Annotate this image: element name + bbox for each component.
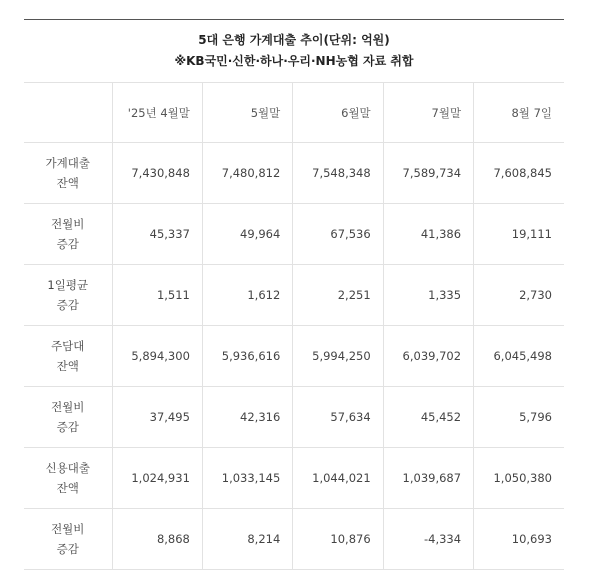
column-header-row: [24, 83, 564, 143]
table-row: [24, 509, 564, 570]
table-cell: 45,337: [112, 204, 202, 265]
table-cell: 7,548,348: [293, 143, 383, 204]
row-label-line: 잔액: [56, 359, 79, 373]
row-label-line: 가계대출: [45, 156, 90, 170]
table-cell: 1,335: [383, 265, 473, 326]
column-header-jul: 7월말: [383, 83, 473, 143]
row-label-line: 증감: [56, 298, 79, 312]
row-label: [24, 204, 112, 265]
row-label: [24, 265, 112, 326]
table-cell: 57,634: [293, 387, 383, 448]
table-row: [24, 143, 564, 204]
table-body: [24, 143, 564, 570]
table-cell: 2,730: [474, 265, 564, 326]
row-label-line: 주담대: [51, 339, 85, 353]
row-label: [24, 387, 112, 448]
column-header-apr: '25년 4월말: [112, 83, 202, 143]
table-cell: 10,693: [474, 509, 564, 570]
table-cell: 1,511: [112, 265, 202, 326]
row-label-line: 신용대출: [45, 461, 90, 475]
table-cell: 1,050,380: [474, 448, 564, 509]
table-cell: 5,894,300: [112, 326, 202, 387]
row-label-line: 1일평균: [47, 278, 89, 292]
table-cell: 8,214: [202, 509, 292, 570]
table-cell: 7,589,734: [383, 143, 473, 204]
table-cell: 7,430,848: [112, 143, 202, 204]
table-row: [24, 448, 564, 509]
row-label-line: 잔액: [56, 481, 79, 495]
row-label-line: 잔액: [56, 176, 79, 190]
table-row: [24, 265, 564, 326]
table-cell: 1,044,021: [293, 448, 383, 509]
column-header-jun: 6월말: [293, 83, 383, 143]
row-label-line: 증감: [56, 237, 79, 251]
table-cell: 10,876: [293, 509, 383, 570]
table-cell: 8,868: [112, 509, 202, 570]
row-label: [24, 509, 112, 570]
column-header-may: 5월말: [202, 83, 292, 143]
table-cell: 5,994,250: [293, 326, 383, 387]
row-label-line: 증감: [56, 420, 79, 434]
table-subtitle: ※KB국민·신한·하나·우리·NH농협 자료 취합: [174, 54, 414, 68]
table-cell: 42,316: [202, 387, 292, 448]
table-cell: 19,111: [474, 204, 564, 265]
table-cell: -4,334: [383, 509, 473, 570]
table-title: 5대 은행 가계대출 추이(단위: 억원): [198, 33, 390, 47]
row-label: [24, 326, 112, 387]
table-cell: 37,495: [112, 387, 202, 448]
corner-cell: [24, 83, 112, 143]
table-cell: 1,033,145: [202, 448, 292, 509]
column-header-aug7: 8월 7일: [474, 83, 564, 143]
table-cell: 45,452: [383, 387, 473, 448]
table-cell: 67,536: [293, 204, 383, 265]
table-cell: 1,024,931: [112, 448, 202, 509]
row-label-line: 전월비: [51, 400, 85, 414]
table-cell: 6,039,702: [383, 326, 473, 387]
table-cell: 5,796: [474, 387, 564, 448]
table-cell: 1,612: [202, 265, 292, 326]
table-cell: 49,964: [202, 204, 292, 265]
table-cell: 7,608,845: [474, 143, 564, 204]
table-row: [24, 387, 564, 448]
table-caption: [24, 20, 564, 83]
row-label: [24, 448, 112, 509]
table-cell: 41,386: [383, 204, 473, 265]
table-cell: 7,480,812: [202, 143, 292, 204]
loan-trend-table: [24, 19, 564, 570]
row-label: [24, 143, 112, 204]
loan-trend-table-container: [24, 19, 564, 570]
table-cell: 2,251: [293, 265, 383, 326]
table-row: [24, 326, 564, 387]
table-cell: 1,039,687: [383, 448, 473, 509]
row-label-line: 전월비: [51, 522, 85, 536]
table-cell: 6,045,498: [474, 326, 564, 387]
row-label-line: 전월비: [51, 217, 85, 231]
table-row: [24, 204, 564, 265]
table-cell: 5,936,616: [202, 326, 292, 387]
row-label-line: 증감: [56, 542, 79, 556]
